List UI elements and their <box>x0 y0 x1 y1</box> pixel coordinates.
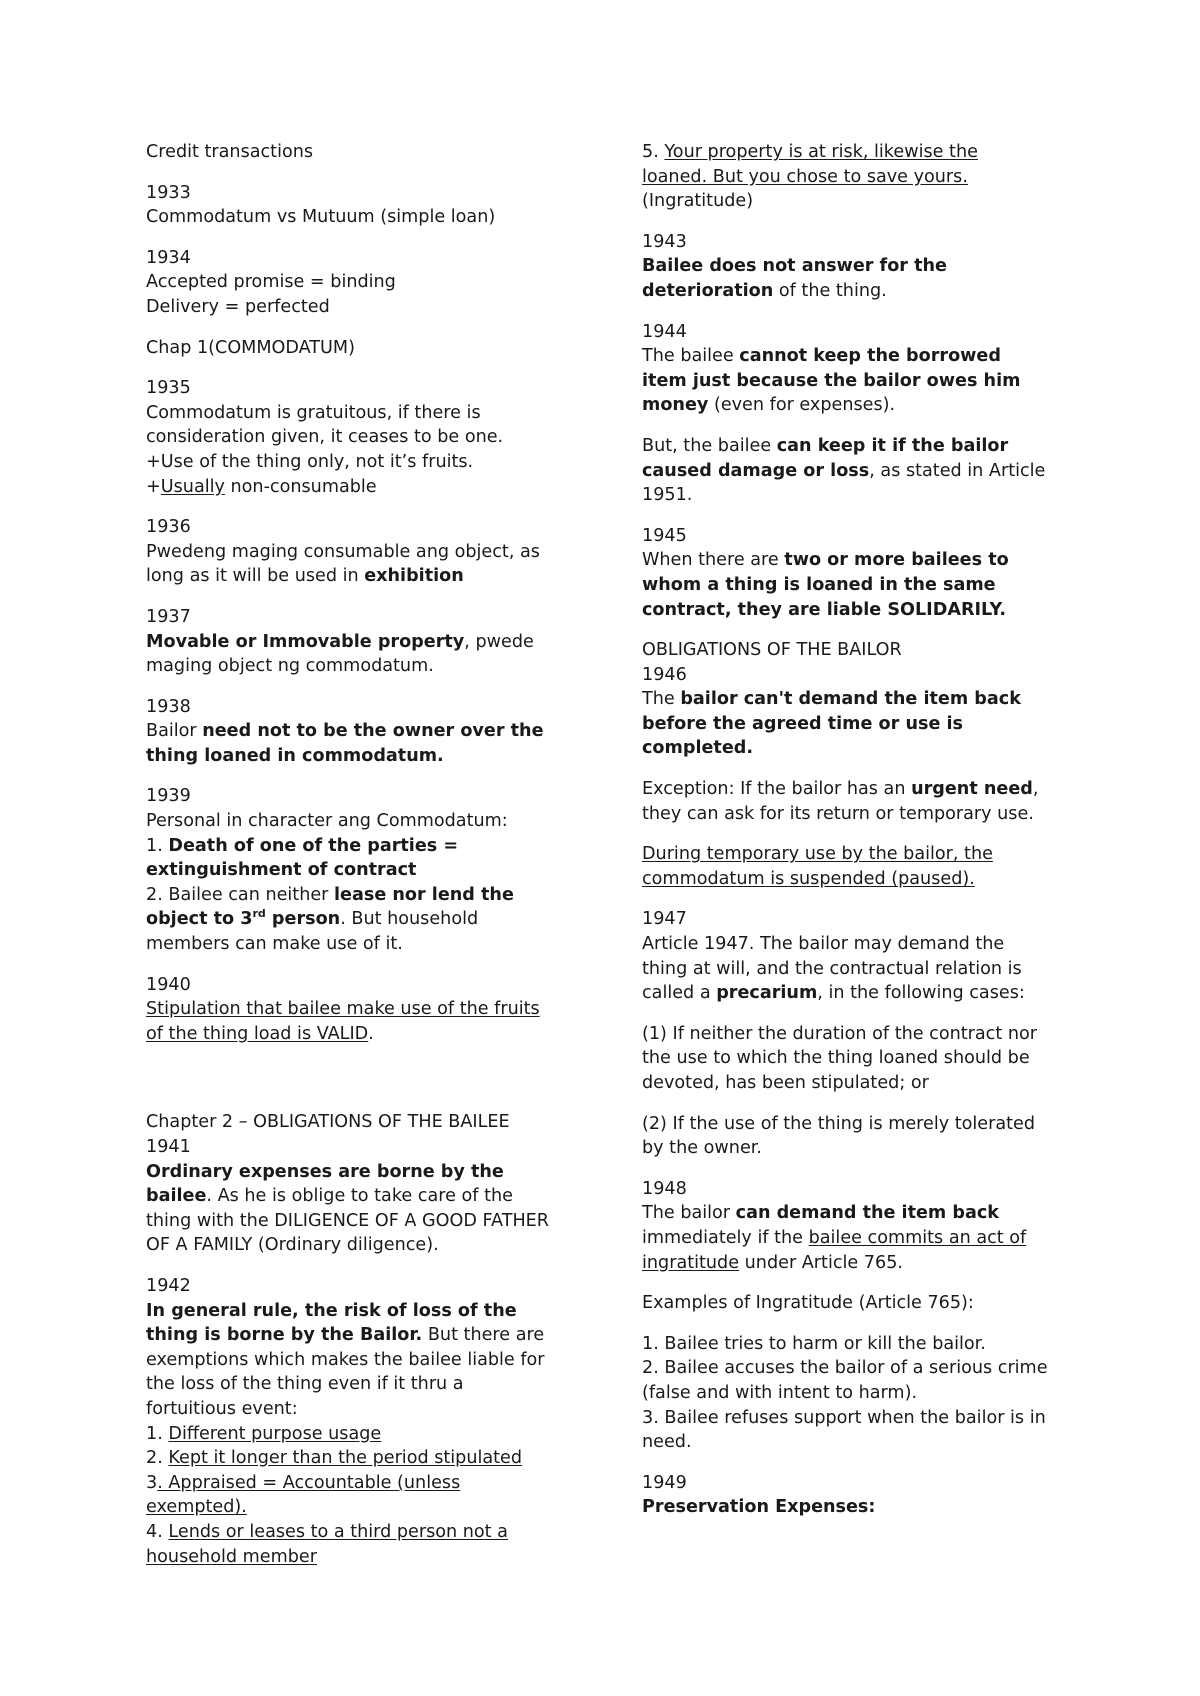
article-1947-case-1: (1) If neither the duration of the contract nor the use to which the thing loaned should be devoted, has been stipulated; or <box>642 1023 1037 1093</box>
article-1933: 1933 Commodatum vs Mutuum (simple loan) <box>146 181 566 230</box>
list-item: 3. Appraised = Accountable (unless <box>146 1472 461 1493</box>
ingratitude-list: 1. Bailee tries to harm or kill the bailor. 2. Bailee accuses the bailor of a serious crime (false and with intent to harm). 3. Bailee refuses support when the bailor is in need. <box>642 1332 1074 1455</box>
article-number: 1946 <box>642 664 687 685</box>
left-column <box>146 140 566 1585</box>
article-1949: 1949 Preservation Expenses: <box>642 1471 1074 1520</box>
list-item: 2. Bailee accuses the bailor of a serious crime <box>642 1358 1048 1379</box>
list-item: 3. Bailee refuses support when the bailor is in <box>642 1407 1046 1428</box>
article-1939: 1939 Personal in character ang Commodatum: 1. Death of one of the parties = extinguishment of contract 2. Bailee can neither lease nor lend the object to 3rd person. But household members can make use of it. <box>146 784 566 956</box>
article-number: 1944 <box>642 321 687 342</box>
article-1944: 1944 The bailee cannot keep the borrowed item just because the bailor owes him money (even for expenses). <box>642 320 1074 418</box>
list-item: 1. Bailee tries to harm or kill the bailor. <box>642 1333 986 1354</box>
right-column <box>642 140 1074 1536</box>
article-1937: 1937 Movable or Immovable property, pwede maging object ng commodatum. <box>146 605 566 679</box>
list-item: 1. Different purpose usage <box>146 1423 382 1444</box>
article-number: 1942 <box>146 1275 191 1296</box>
article-1944-exception: But, the bailee can keep it if the bailor caused damage or loss, as stated in Article 1951. <box>642 435 1046 506</box>
article-1943: 1943 Bailee does not answer for the deterioration of the thing. <box>642 230 1074 304</box>
article-1945: 1945 When there are two or more bailees to whom a thing is loaned in the same contract, they are liable SOLIDARILY. <box>642 524 1074 622</box>
article-1947: 1947 Article 1947. The bailor may demand the thing at will, and the contractual relation is called a precarium, in the following cases: <box>642 907 1074 1005</box>
obligations-bailor-heading: OBLIGATIONS OF THE BAILOR <box>642 640 902 661</box>
article-number: 1937 <box>146 606 191 627</box>
article-number: 1947 <box>642 909 687 930</box>
article-1936: 1936 Pwedeng maging consumable ang object, as long as it will be used in exhibition <box>146 515 566 589</box>
article-1948: 1948 The bailor can demand the item back immediately if the bailee commits an act of ingratitude under Article 765. <box>642 1177 1074 1275</box>
article-number: 1948 <box>642 1178 687 1199</box>
list-item: 2. Kept it longer than the period stipulated <box>146 1448 523 1469</box>
article-number: 1936 <box>146 517 191 538</box>
article-number: 1939 <box>146 786 191 807</box>
article-number: 1941 <box>146 1137 191 1157</box>
article-number: 1935 <box>146 378 191 399</box>
article-1940: 1940 Stipulation that bailee make use of the fruits of the thing load is VALID. <box>146 973 566 1047</box>
ingratitude-heading: Examples of Ingratitude (Article 765): <box>642 1293 974 1314</box>
chapter-1-heading: Chap 1(COMMODATUM) <box>146 337 355 358</box>
article-1946-exception: Exception: If the bailor has an urgent need, they can ask for its return or temporary use. <box>642 779 1039 824</box>
article-number: 1943 <box>642 231 687 252</box>
article-number: 1940 <box>146 974 191 995</box>
article-1935: 1935 Commodatum is gratuitous, if there is consideration given, it ceases to be one. +Use of the thing only, not it’s fruits. +Usually non-consumable <box>146 376 566 499</box>
ingratitude-item-5: 5. Your property is at risk, likewise the loaned. But you chose to save yours. (Ingratitude) <box>642 142 978 212</box>
article-number: 1934 <box>146 247 191 268</box>
article-1934: 1934 Accepted promise = binding Delivery = perfected <box>146 246 566 320</box>
blank-space <box>146 1062 566 1110</box>
article-1938: 1938 Bailor need not to be the owner over the thing loaned in commodatum. <box>146 695 566 769</box>
article-1941: Chapter 2 – OBLIGATIONS OF THE BAILEE 1941 Ordinary expenses are borne by the bailee. As he is oblige to take care of the thing with the DILIGENCE OF A GOOD FATHER OF A FAMILY (Ordinary diligence). <box>146 1110 566 1258</box>
article-1947-case-2: (2) If the use of the thing is merely tolerated by the owner. <box>642 1113 1036 1159</box>
chapter-2-heading: Chapter 2 – OBLIGATIONS OF THE BAILEE <box>146 1112 510 1133</box>
article-number: 1945 <box>642 525 687 546</box>
article-number: 1933 <box>146 182 191 203</box>
article-number: 1938 <box>146 696 191 717</box>
article-1946-suspension: During temporary use by the bailor, the commodatum is suspended (paused). <box>642 844 993 889</box>
article-1946: OBLIGATIONS OF THE BAILOR 1946 The bailor can't demand the item back before the agreed time or use is completed. <box>642 638 1074 761</box>
document-title: Credit transactions <box>146 142 314 162</box>
article-1942: 1942 In general rule, the risk of loss of the thing is borne by the Bailor. But there are exemptions which makes the bailee liable for the loss of the thing even if it thru a fortuitious event: 1. Different purpose usage 2. Kept it longer than the period stipulated 3. Appraised = Accountable (unless exempted). 4. Lends or leases to a third person not a household member <box>146 1274 566 1569</box>
article-number: 1949 <box>642 1472 687 1493</box>
list-item: 4. Lends or leases to a third person not a <box>146 1521 508 1542</box>
